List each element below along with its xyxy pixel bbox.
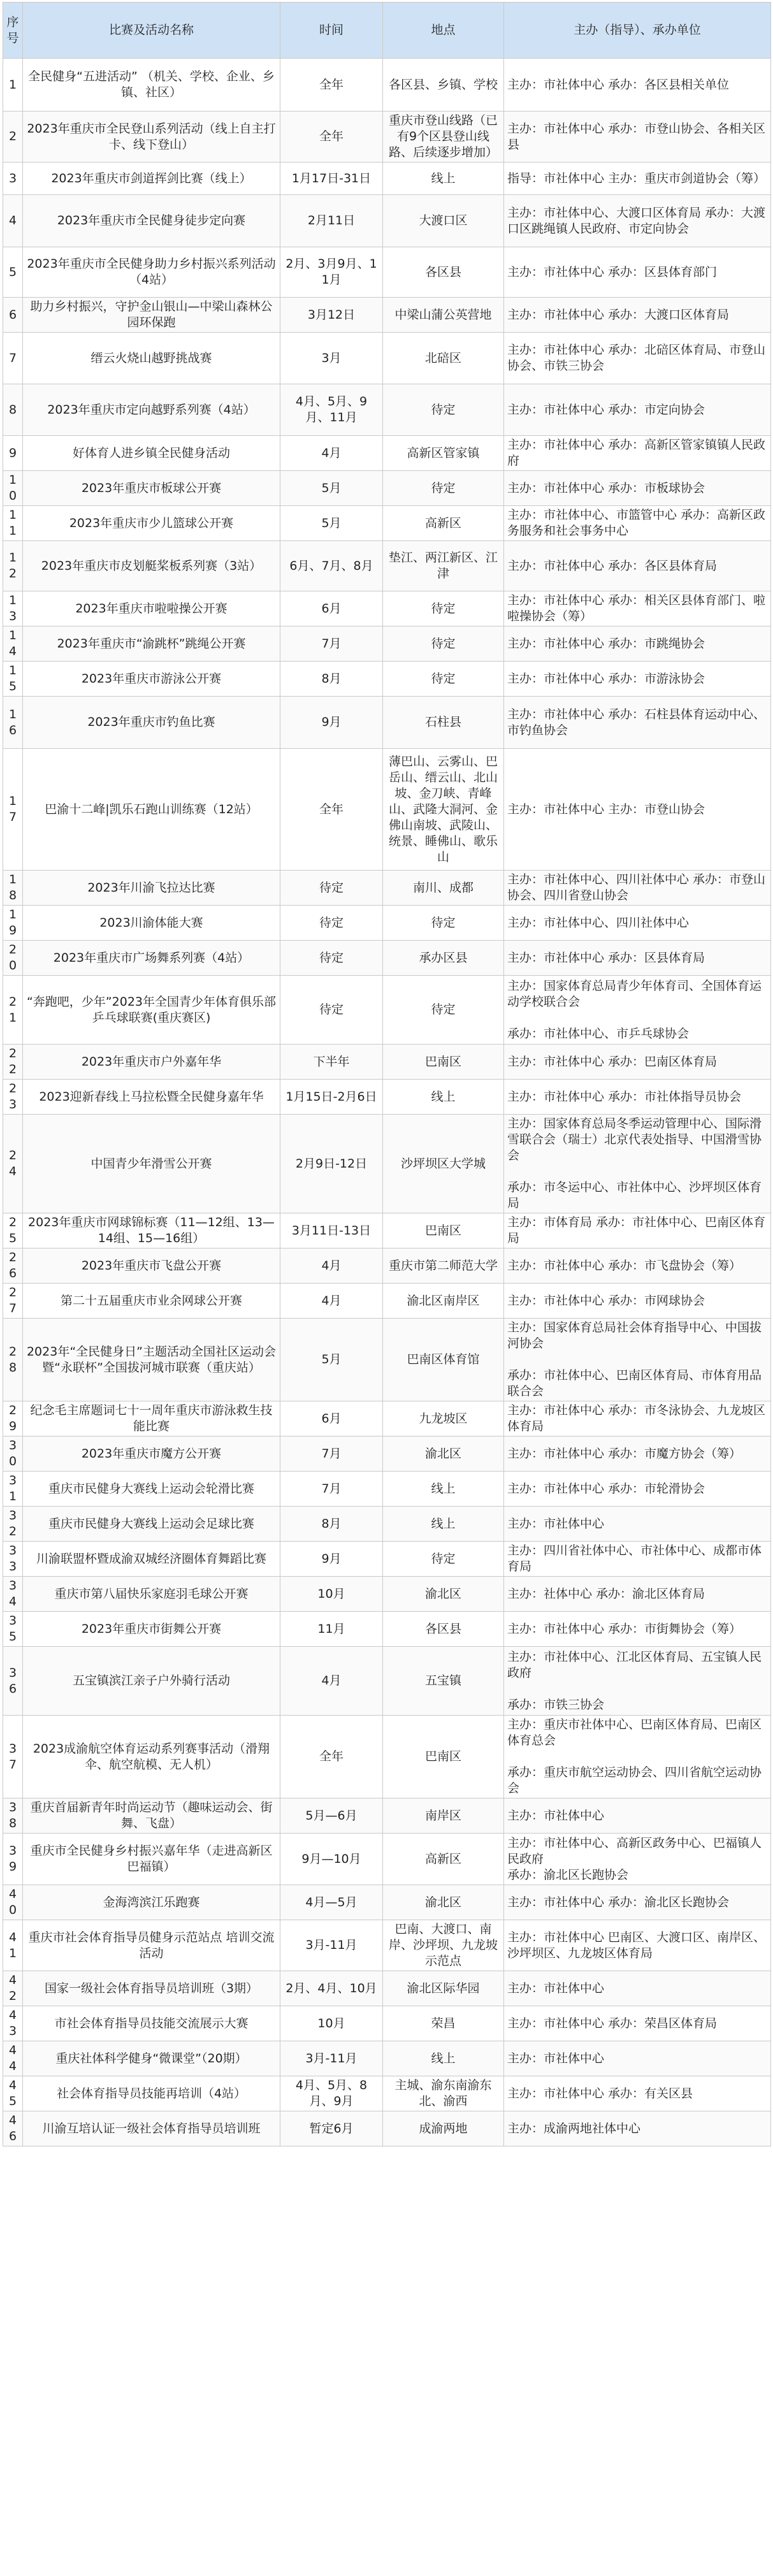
row-event-name: 缙云火烧山越野挑战赛 xyxy=(23,333,280,384)
table-row xyxy=(3,2006,771,2041)
row-event-name: 2023成渝航空体育运动系列赛事活动（滑翔伞、航空航模、无人机） xyxy=(23,1716,280,1798)
table-row xyxy=(3,1920,771,1971)
row-index: 12 xyxy=(3,541,23,591)
row-index: 15 xyxy=(3,662,23,697)
row-organizer: 主办：市社体中心、四川社体中心 xyxy=(504,906,771,941)
row-location: 北碚区 xyxy=(383,333,504,384)
row-location: 巴南区 xyxy=(383,1716,504,1798)
row-organizer: 主办：国家体育总局青少年体育司、全国体育运动学校联合会 承办：市社体中心、市乒乓球协会 xyxy=(504,976,771,1045)
row-event-name: 2023年重庆市定向越野系列赛（4站） xyxy=(23,384,280,436)
row-organizer: 主办：市社体中心 承办：市社体指导员协会 xyxy=(504,1080,771,1115)
row-index: 37 xyxy=(3,1716,23,1798)
row-organizer: 主办：市社体中心、高新区政务中心、巴福镇人民政府 承办：渝北区长跑协会 xyxy=(504,1834,771,1885)
row-index: 2 xyxy=(3,112,23,163)
row-event-name: 川渝联盟杯暨成渝双城经济圈体育舞蹈比赛 xyxy=(23,1542,280,1577)
row-time: 8月 xyxy=(280,662,383,697)
row-time: 10月 xyxy=(280,2006,383,2041)
row-event-name: 2023年重庆市全民登山系列活动（线上自主打卡、线下登山） xyxy=(23,112,280,163)
row-index: 34 xyxy=(3,1577,23,1612)
row-event-name: 2023川渝体能大赛 xyxy=(23,906,280,941)
table-row xyxy=(3,1080,771,1115)
table-row xyxy=(3,1284,771,1319)
row-location: 主城、渝东南渝东北、渝西 xyxy=(383,2076,504,2111)
row-time: 暂定6月 xyxy=(280,2111,383,2146)
table-row xyxy=(3,506,771,541)
row-time: 7月 xyxy=(280,1472,383,1507)
row-event-name: 2023年重庆市“渝跳杯”跳绳公开赛 xyxy=(23,626,280,662)
table-row xyxy=(3,112,771,163)
row-organizer: 主办：市社体中心 承办：荣昌区体育局 xyxy=(504,2006,771,2041)
row-location: 垫江、两江新区、江津 xyxy=(383,541,504,591)
row-time: 6月、7月、8月 xyxy=(280,541,383,591)
row-location: 渝北区 xyxy=(383,1885,504,1920)
row-organizer: 主办：市社体中心 主办：市登山协会 xyxy=(504,749,771,871)
row-organizer: 主办：市社体中心 巴南区、大渡口区、南岸区、沙坪坝区、九龙坡区体育局 xyxy=(504,1920,771,1971)
row-event-name: 2023迎新春线上马拉松暨全民健身嘉年华 xyxy=(23,1080,280,1115)
row-event-name: 重庆市社会体育指导员健身示范站点 培训交流活动 xyxy=(23,1920,280,1971)
row-organizer: 主办：市社体中心 承办：市魔方协会（筹） xyxy=(504,1436,771,1472)
row-time: 全年 xyxy=(280,59,383,112)
table-row xyxy=(3,436,771,471)
row-location: 渝北区际华园 xyxy=(383,1971,504,2006)
row-event-name: 五宝镇滨江亲子户外骑行活动 xyxy=(23,1647,280,1716)
row-time: 待定 xyxy=(280,871,383,906)
table-row xyxy=(3,1401,771,1436)
row-organizer: 主办：四川省社体中心、市社体中心、成都市体育局 xyxy=(504,1542,771,1577)
table-row xyxy=(3,1577,771,1612)
row-time: 5月 xyxy=(280,471,383,506)
row-index: 43 xyxy=(3,2006,23,2041)
events-table xyxy=(3,2,771,2146)
table-row xyxy=(3,1045,771,1080)
row-index: 44 xyxy=(3,2041,23,2076)
table-row xyxy=(3,59,771,112)
row-time: 2月9日-12日 xyxy=(280,1115,383,1213)
row-event-name: 助力乡村振兴，守护金山银山—中梁山森林公园环保跑 xyxy=(23,298,280,333)
row-location: 中梁山蒲公英营地 xyxy=(383,298,504,333)
table-row xyxy=(3,1248,771,1284)
row-time: 2月11日 xyxy=(280,195,383,247)
table-row xyxy=(3,1507,771,1542)
row-time: 3月-11月 xyxy=(280,2041,383,2076)
row-time: 10月 xyxy=(280,1577,383,1612)
row-index: 29 xyxy=(3,1401,23,1436)
row-organizer: 主办：市社体中心 承办：各区县相关单位 xyxy=(504,59,771,112)
row-organizer: 主办：市社体中心 承办：市街舞协会（筹） xyxy=(504,1612,771,1647)
row-organizer: 主办：市社体中心、大渡口区体育局 承办：大渡口区跳绳镇人民政府、市定向协会 xyxy=(504,195,771,247)
row-time: 11月 xyxy=(280,1612,383,1647)
row-location: 待定 xyxy=(383,662,504,697)
row-index: 25 xyxy=(3,1213,23,1248)
row-index: 22 xyxy=(3,1045,23,1080)
row-organizer: 主办：市社体中心 承办：市跳绳协会 xyxy=(504,626,771,662)
row-time: 4月 xyxy=(280,1284,383,1319)
row-event-name: 国家一级社会体育指导员培训班（3期） xyxy=(23,1971,280,2006)
row-event-name: 纪念毛主席题词七十一周年重庆市游泳救生技能比赛 xyxy=(23,1401,280,1436)
row-location: 南川、成都 xyxy=(383,871,504,906)
row-location: 巴南、大渡口、南岸、沙坪坝、九龙坡示范点 xyxy=(383,1920,504,1971)
header-organizer: 主办（指导）、承办单位 xyxy=(504,3,771,59)
row-organizer: 主办：市社体中心 承办：市定向协会 xyxy=(504,384,771,436)
table-row xyxy=(3,1971,771,2006)
table-row xyxy=(3,384,771,436)
row-location: 渝北区 xyxy=(383,1436,504,1472)
row-organizer: 主办：国家体育总局冬季运动管理中心、国际滑雪联合会（瑞士）北京代表处指导、中国滑雪协会 承办：市冬运中心、市社体中心、沙坪坝区体育局 xyxy=(504,1115,771,1213)
row-time: 6月 xyxy=(280,1401,383,1436)
table-row xyxy=(3,697,771,749)
row-organizer: 主办：市社体中心 承办：巴南区体育局 xyxy=(504,1045,771,1080)
row-location: 待定 xyxy=(383,976,504,1045)
row-event-name: 2023年重庆市街舞公开赛 xyxy=(23,1612,280,1647)
row-index: 17 xyxy=(3,749,23,871)
row-event-name: 重庆首届新青年时尚运动节（趣味运动会、街舞、飞盘） xyxy=(23,1798,280,1834)
row-location: 待定 xyxy=(383,1542,504,1577)
row-location: 大渡口区 xyxy=(383,195,504,247)
row-time: 待定 xyxy=(280,906,383,941)
row-organizer: 主办：市社体中心、市篮管中心 承办：高新区政务服务和社会事务中心 xyxy=(504,506,771,541)
row-time: 下半年 xyxy=(280,1045,383,1080)
table-row xyxy=(3,1612,771,1647)
row-organizer: 主办：市社体中心 xyxy=(504,2041,771,2076)
row-index: 16 xyxy=(3,697,23,749)
row-time: 3月12日 xyxy=(280,298,383,333)
row-index: 11 xyxy=(3,506,23,541)
row-index: 4 xyxy=(3,195,23,247)
row-event-name: 2023年重庆市飞盘公开赛 xyxy=(23,1248,280,1284)
row-location: 线上 xyxy=(383,1472,504,1507)
row-location: 线上 xyxy=(383,1507,504,1542)
row-organizer: 主办：市社体中心 承办：高新区管家镇镇人民政府 xyxy=(504,436,771,471)
row-index: 18 xyxy=(3,871,23,906)
table-row xyxy=(3,749,771,871)
row-location: 各区县、乡镇、学校 xyxy=(383,59,504,112)
row-index: 38 xyxy=(3,1798,23,1834)
table-row xyxy=(3,906,771,941)
row-organizer: 主办：国家体育总局社会体育指导中心、中国拔河协会 承办：市社体中心、巴南区体育局、市体育用品联合会 xyxy=(504,1319,771,1401)
row-location: 南岸区 xyxy=(383,1798,504,1834)
row-location: 沙坪坝区大学城 xyxy=(383,1115,504,1213)
row-event-name: 重庆市第八届快乐家庭羽毛球公开赛 xyxy=(23,1577,280,1612)
row-event-name: 2023年川渝飞拉达比赛 xyxy=(23,871,280,906)
table-row xyxy=(3,2041,771,2076)
table-row xyxy=(3,1472,771,1507)
row-location: 待定 xyxy=(383,906,504,941)
row-location: 线上 xyxy=(383,163,504,195)
row-event-name: 好体育人进乡镇全民健身活动 xyxy=(23,436,280,471)
table-row xyxy=(3,1716,771,1798)
row-location: 渝北区南岸区 xyxy=(383,1284,504,1319)
row-organizer: 主办：市社体中心、四川社体中心 承办：市登山协会、四川省登山协会 xyxy=(504,871,771,906)
row-event-name: 重庆市民健身大赛线上运动会轮滑比赛 xyxy=(23,1472,280,1507)
row-event-name: 2023年重庆市剑道挥剑比赛（线上） xyxy=(23,163,280,195)
row-time: 3月11日-13日 xyxy=(280,1213,383,1248)
row-location: 荣昌 xyxy=(383,2006,504,2041)
row-organizer: 主办：市体育局 承办：市社体中心、巴南区体育局 xyxy=(504,1213,771,1248)
row-organizer: 主办：市社体中心 xyxy=(504,1971,771,2006)
row-event-name: 重庆市全民健身乡村振兴嘉年华（走进高新区巴福镇） xyxy=(23,1834,280,1885)
row-time: 1月17日-31日 xyxy=(280,163,383,195)
row-location: 重庆市第二师范大学 xyxy=(383,1248,504,1284)
row-organizer: 主办：市社体中心 承办：市冬泳协会、九龙坡区体育局 xyxy=(504,1401,771,1436)
row-index: 3 xyxy=(3,163,23,195)
table-row xyxy=(3,976,771,1045)
table-row xyxy=(3,1834,771,1885)
row-organizer: 主办：市社体中心 xyxy=(504,1798,771,1834)
row-organizer: 主办：市社体中心 xyxy=(504,1507,771,1542)
row-event-name: 金海湾滨江乐跑赛 xyxy=(23,1885,280,1920)
row-index: 42 xyxy=(3,1971,23,2006)
row-time: 4月 xyxy=(280,436,383,471)
row-event-name: 市社会体育指导员技能交流展示大赛 xyxy=(23,2006,280,2041)
row-index: 30 xyxy=(3,1436,23,1472)
row-organizer: 主办：市社体中心 承办：市网球协会 xyxy=(504,1284,771,1319)
row-index: 31 xyxy=(3,1472,23,1507)
row-location: 巴南区 xyxy=(383,1045,504,1080)
row-index: 5 xyxy=(3,247,23,298)
table-row xyxy=(3,2076,771,2111)
row-index: 23 xyxy=(3,1080,23,1115)
row-index: 6 xyxy=(3,298,23,333)
table-row xyxy=(3,1647,771,1716)
table-row xyxy=(3,471,771,506)
table-row xyxy=(3,247,771,298)
row-time: 9月 xyxy=(280,697,383,749)
row-event-name: 2023年重庆市魔方公开赛 xyxy=(23,1436,280,1472)
row-index: 26 xyxy=(3,1248,23,1284)
row-location: 五宝镇 xyxy=(383,1647,504,1716)
table-row xyxy=(3,333,771,384)
row-location: 石柱县 xyxy=(383,697,504,749)
row-location: 各区县 xyxy=(383,1612,504,1647)
row-organizer: 主办：市社体中心、江北区体育局、五宝镇人民政府 承办：市铁三协会 xyxy=(504,1647,771,1716)
row-index: 9 xyxy=(3,436,23,471)
table-row xyxy=(3,626,771,662)
row-organizer: 主办：市社体中心 承办：大渡口区体育局 xyxy=(504,298,771,333)
row-time: 7月 xyxy=(280,626,383,662)
row-location: 重庆市登山线路（已有9个区县登山线路、后续逐步增加） xyxy=(383,112,504,163)
row-organizer: 主办：市社体中心 承办：区县体育部门 xyxy=(504,247,771,298)
row-event-name: 社会体育指导员技能再培训（4站） xyxy=(23,2076,280,2111)
row-organizer: 指导：市社体中心 主办：重庆市剑道协会（筹） xyxy=(504,163,771,195)
row-organizer: 主办：市社体中心 承办：市板球协会 xyxy=(504,471,771,506)
row-event-name: 中国青少年滑雪公开赛 xyxy=(23,1115,280,1213)
row-organizer: 主办：市社体中心 承办：市轮滑协会 xyxy=(504,1472,771,1507)
row-time: 5月 xyxy=(280,1319,383,1401)
row-time: 待定 xyxy=(280,941,383,976)
table-row xyxy=(3,1115,771,1213)
row-event-name: 2023年“全民健身日”主题活动全国社区运动会暨“永联杯”全国拔河城市联赛（重庆站） xyxy=(23,1319,280,1401)
row-location: 巴南区 xyxy=(383,1213,504,1248)
row-event-name: 2023年重庆市全民健身助力乡村振兴系列活动（4站） xyxy=(23,247,280,298)
row-index: 20 xyxy=(3,941,23,976)
row-time: 全年 xyxy=(280,1716,383,1798)
row-event-name: 2023年重庆市全民健身徒步定向赛 xyxy=(23,195,280,247)
table-row xyxy=(3,163,771,195)
row-organizer: 主办：重庆市社体中心、巴南区体育局、巴南区体育总会 承办：重庆市航空运动协会、四川省航空运动协会 xyxy=(504,1716,771,1798)
table-row xyxy=(3,2111,771,2146)
row-organizer: 主办：市社体中心 承办：渝北区长跑协会 xyxy=(504,1885,771,1920)
table-row xyxy=(3,591,771,626)
header-time: 时间 xyxy=(280,3,383,59)
row-event-name: 2023年重庆市游泳公开赛 xyxy=(23,662,280,697)
row-location: 高新区 xyxy=(383,1834,504,1885)
row-organizer: 主办：市社体中心 承办：各区县体育局 xyxy=(504,541,771,591)
row-time: 待定 xyxy=(280,976,383,1045)
table-body xyxy=(3,59,771,2146)
table-row xyxy=(3,1213,771,1248)
row-location: 待定 xyxy=(383,591,504,626)
table-row xyxy=(3,941,771,976)
row-event-name: 巴渝十二峰|凯乐石跑山训练赛（12站） xyxy=(23,749,280,871)
row-time: 1月15日-2月6日 xyxy=(280,1080,383,1115)
row-event-name: 2023年重庆市网球锦标赛（11—12组、13—14组、15—16组） xyxy=(23,1213,280,1248)
table-row xyxy=(3,1436,771,1472)
row-time: 4月—5月 xyxy=(280,1885,383,1920)
table-row xyxy=(3,541,771,591)
table-row xyxy=(3,871,771,906)
row-time: 3月 xyxy=(280,333,383,384)
row-index: 7 xyxy=(3,333,23,384)
row-time: 2月、4月、10月 xyxy=(280,1971,383,2006)
row-location: 高新区 xyxy=(383,506,504,541)
row-index: 8 xyxy=(3,384,23,436)
header-event-name: 比赛及活动名称 xyxy=(23,3,280,59)
row-organizer: 主办：社体中心 承办：渝北区体育局 xyxy=(504,1577,771,1612)
row-organizer: 主办：市社体中心 承办：市飞盘协会（筹） xyxy=(504,1248,771,1284)
row-event-name: 2023年重庆市少儿篮球公开赛 xyxy=(23,506,280,541)
row-event-name: 全民健身“五进活动” （机关、学校、企业、乡镇、社区） xyxy=(23,59,280,112)
row-location: 渝北区 xyxy=(383,1577,504,1612)
row-event-name: 川渝互培认证一级社会体育指导员培训班 xyxy=(23,2111,280,2146)
row-event-name: “奔跑吧，少年”2023年全国青少年体育俱乐部乒乓球联赛(重庆赛区) xyxy=(23,976,280,1045)
row-time: 9月—10月 xyxy=(280,1834,383,1885)
row-location: 线上 xyxy=(383,1080,504,1115)
row-index: 28 xyxy=(3,1319,23,1401)
row-time: 9月 xyxy=(280,1542,383,1577)
row-index: 36 xyxy=(3,1647,23,1716)
header-row xyxy=(3,3,771,59)
row-organizer: 主办：市社体中心 承办：市游泳协会 xyxy=(504,662,771,697)
row-organizer: 主办：市社体中心 承办：区县体育局 xyxy=(504,941,771,976)
row-time: 6月 xyxy=(280,591,383,626)
table-row xyxy=(3,1542,771,1577)
row-time: 2月、3月9月、11月 xyxy=(280,247,383,298)
row-location: 九龙坡区 xyxy=(383,1401,504,1436)
row-index: 19 xyxy=(3,906,23,941)
row-organizer: 主办：市社体中心 承办：北碚区体育局、市登山协会、市铁三协会 xyxy=(504,333,771,384)
row-time: 7月 xyxy=(280,1436,383,1472)
row-location: 承办区县 xyxy=(383,941,504,976)
row-location: 各区县 xyxy=(383,247,504,298)
row-time: 全年 xyxy=(280,112,383,163)
row-location: 成渝两地 xyxy=(383,2111,504,2146)
row-location: 待定 xyxy=(383,626,504,662)
row-event-name: 第二十五届重庆市业余网球公开赛 xyxy=(23,1284,280,1319)
row-location: 待定 xyxy=(383,384,504,436)
row-time: 5月—6月 xyxy=(280,1798,383,1834)
table-row xyxy=(3,298,771,333)
row-index: 27 xyxy=(3,1284,23,1319)
row-index: 39 xyxy=(3,1834,23,1885)
row-organizer: 主办：市社体中心 承办：有关区县 xyxy=(504,2076,771,2111)
row-index: 40 xyxy=(3,1885,23,1920)
row-organizer: 主办：成渝两地社体中心 xyxy=(504,2111,771,2146)
row-index: 45 xyxy=(3,2076,23,2111)
row-index: 21 xyxy=(3,976,23,1045)
row-event-name: 重庆社体科学健身“微课堂”（20期） xyxy=(23,2041,280,2076)
header-location: 地点 xyxy=(383,3,504,59)
row-index: 46 xyxy=(3,2111,23,2146)
row-time: 5月 xyxy=(280,506,383,541)
table-row xyxy=(3,195,771,247)
row-event-name: 2023年重庆市户外嘉年华 xyxy=(23,1045,280,1080)
table-row xyxy=(3,1885,771,1920)
row-organizer: 主办：市社体中心 承办：市登山协会、各相关区县 xyxy=(504,112,771,163)
table-row xyxy=(3,662,771,697)
row-location: 薄巴山、云雾山、巴岳山、缙云山、北山坡、金刀峡、青峰山、武隆大洞河、金佛山南坡、武陵山、统景、睡佛山、歌乐山 xyxy=(383,749,504,871)
row-event-name: 2023年重庆市广场舞系列赛（4站） xyxy=(23,941,280,976)
row-time: 3月-11月 xyxy=(280,1920,383,1971)
row-time: 全年 xyxy=(280,749,383,871)
row-location: 待定 xyxy=(383,471,504,506)
row-organizer: 主办：市社体中心 承办：石柱县体育运动中心、市钓鱼协会 xyxy=(504,697,771,749)
row-event-name: 重庆市民健身大赛线上运动会足球比赛 xyxy=(23,1507,280,1542)
row-index: 1 xyxy=(3,59,23,112)
table-row xyxy=(3,1319,771,1401)
row-index: 10 xyxy=(3,471,23,506)
row-event-name: 2023年重庆市钓鱼比赛 xyxy=(23,697,280,749)
header-index: 序号 xyxy=(3,3,23,59)
row-index: 24 xyxy=(3,1115,23,1213)
row-time: 4月 xyxy=(280,1647,383,1716)
row-index: 33 xyxy=(3,1542,23,1577)
row-time: 8月 xyxy=(280,1507,383,1542)
row-time: 4月 xyxy=(280,1248,383,1284)
row-index: 13 xyxy=(3,591,23,626)
row-location: 线上 xyxy=(383,2041,504,2076)
row-location: 巴南区体育馆 xyxy=(383,1319,504,1401)
row-event-name: 2023年重庆市板球公开赛 xyxy=(23,471,280,506)
row-location: 高新区管家镇 xyxy=(383,436,504,471)
table-row xyxy=(3,1798,771,1834)
row-organizer: 主办：市社体中心 承办：相关区县体育部门、啦啦操协会（筹） xyxy=(504,591,771,626)
row-index: 41 xyxy=(3,1920,23,1971)
row-index: 35 xyxy=(3,1612,23,1647)
row-index: 32 xyxy=(3,1507,23,1542)
row-event-name: 2023年重庆市啦啦操公开赛 xyxy=(23,591,280,626)
row-index: 14 xyxy=(3,626,23,662)
row-time: 4月、5月、8月、9月 xyxy=(280,2076,383,2111)
row-time: 4月、5月、9月、11月 xyxy=(280,384,383,436)
row-event-name: 2023年重庆市皮划艇桨板系列赛（3站） xyxy=(23,541,280,591)
